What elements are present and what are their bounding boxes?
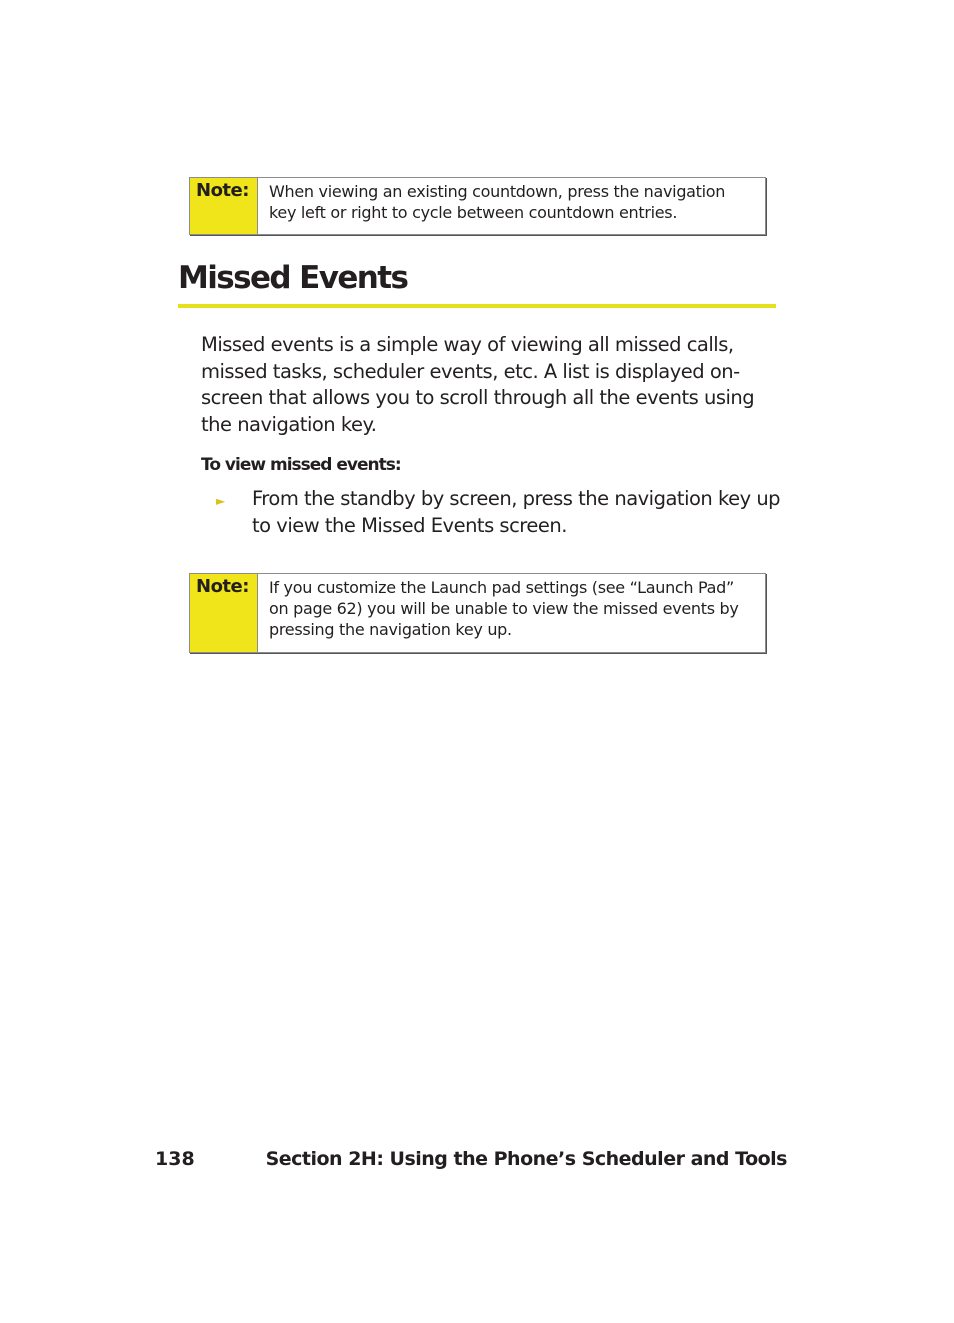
note-box-launch-pad	[189, 573, 766, 653]
procedure-step	[216, 486, 781, 539]
note-label: Note:	[190, 178, 258, 234]
note-text: If you customize the Launch pad settings (see “Launch Pad” on page 62) you will be unable to view the missed events by pressing the navigation key up.	[269, 578, 739, 639]
note-box-countdown	[189, 177, 766, 235]
triangle-bullet-icon: ►	[216, 494, 226, 508]
footer-section-title: Section 2H: Using the Phone’s Scheduler and Tools	[265, 1148, 787, 1170]
procedure-heading: To view missed events:	[201, 455, 401, 475]
note-text: When viewing an existing countdown, press the navigation key left or right to cycle between countdown entries.	[269, 182, 726, 222]
intro-paragraph: Missed events is a simple way of viewing all missed calls, missed tasks, scheduler events, etc. A list is displayed on-screen that allows you to scroll through all the events using the navigation key.	[201, 333, 755, 436]
procedure-step-text: From the standby by screen, press the navigation key up to view the Missed Events screen.	[252, 487, 781, 537]
note-label: Note:	[190, 574, 258, 652]
section-heading: Missed Events	[178, 260, 408, 296]
page-number: 138	[155, 1148, 195, 1170]
heading-underline	[178, 304, 776, 308]
